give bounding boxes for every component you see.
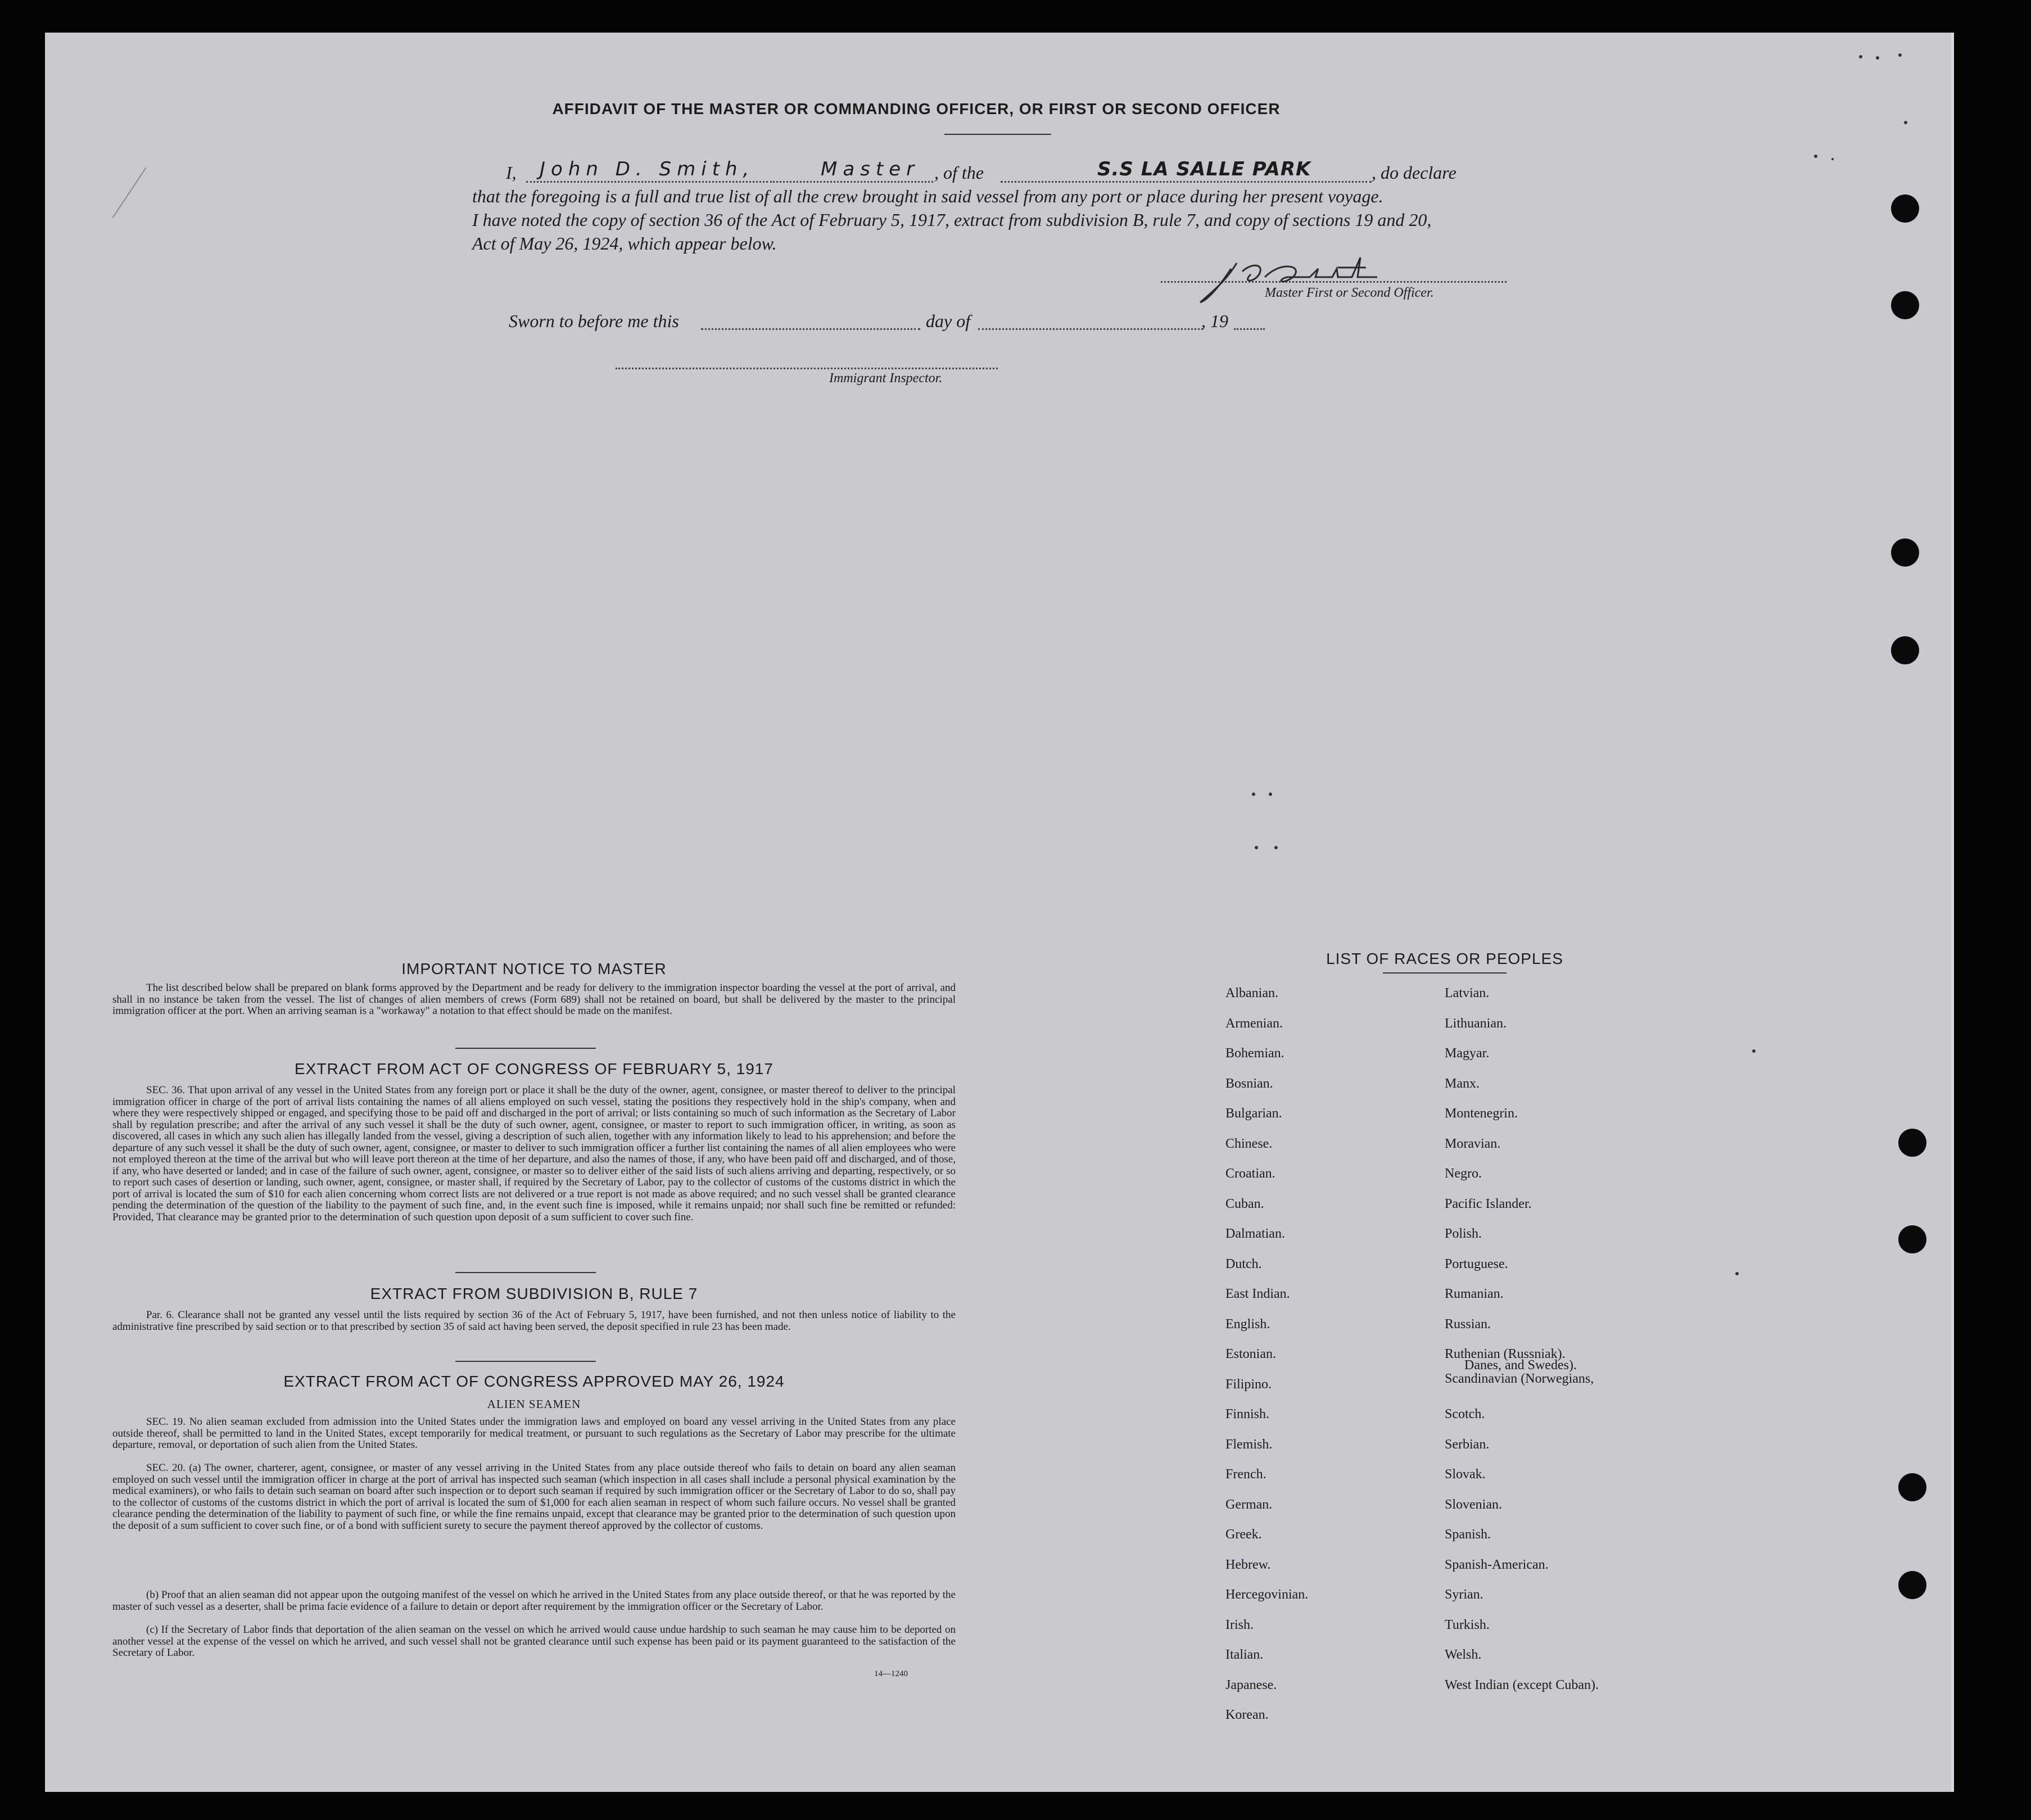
race-item: Ruthenian (Russniak). — [1445, 1347, 1566, 1361]
extract-1917-body: SEC. 36. That upon arrival of any vessel in the United States from any foreign port or place it shall be the duty of the owner, agent, consignee, or master thereof to deliver to the principal immigration officer in charge of the port of arrival lists containing the names of all aliens employed on such vessel, stating the positions they respectively hold in the ship's company, when and where they were respectively shipped or engaged, and specifying those to be paid off and discharged in the port of arrival; or lists containing so much of such information as the Secretary of Labor shall by regulation prescribe; and after the arrival of any such vessel it shall be the duty of such owner, agent, consignee, or master to report to such immigration officer, in writing, as soon as discovered, all cases in which any such alien has illegally landed from the vessel, giving a description of such alien, together with any information likely to lead to his apprehension; and before the departure of any such vessel it shall be the duty of such owner, agent, consignee, or master to deliver to such immigration officer a further list containing the names of all alien employees who were not employed thereon at the time of the arrival but who will leave port thereon at the time of her departure, and also the names of those, if any, who have been paid off and discharged, and of those, if any, who have deserted or landed; and in case of the failure of such owner, agent, consignee, or master so to deliver either of the said lists of such aliens arriving and departing, respectively, or so to report such cases of desertion or landing, such owner, agent, consignee, or master shall, if required by the Secretary of Labor, pay to the collector of customs of the customs district in which the port of arrival is located the sum of $10 for each alien concerning whom correct lists are not delivered or a true report is not made as above required; and no such vessel shall be granted clearance pending the determination of the question of the liability to the payment of such fine, and, in the event such fine is imposed, while it remains unpaid; nor shall such fine be remitted or refunded: Provided, That clearance may be granted prior to the determination of such question upon deposit of a sum sufficient to cover such fine. — [112, 1084, 956, 1223]
race-item: Chinese. — [1225, 1136, 1273, 1151]
extract-1917-title: EXTRACT FROM ACT OF CONGRESS OF FEBRUARY 5, 1917 — [295, 1060, 774, 1077]
do-declare-label: , do declare — [1372, 162, 1456, 183]
race-item: Hercegovinian. — [1225, 1587, 1309, 1602]
notice-title: IMPORTANT NOTICE TO MASTER — [401, 960, 667, 977]
race-item: Korean. — [1225, 1708, 1269, 1722]
race-item: Pacific Islander. — [1445, 1196, 1532, 1211]
race-item: Danes, and Swedes). — [1464, 1358, 1577, 1373]
races-title: LIST OF RACES OR PEOPLES — [1326, 950, 1563, 967]
race-item: Scotch. — [1445, 1407, 1485, 1421]
extract-1924-sec20b: (b) Proof that an alien seaman did not appear upon the outgoing manifest of the vessel on which he arrived in the United States from any place outside thereof, or that he was reported by the master of such vessel as a deserter, shall be prima facie evidence of a failure to detain or deport after requirement by the immigration officer or the Secretary of Labor. — [112, 1589, 956, 1613]
extract-1924-title: EXTRACT FROM ACT OF CONGRESS APPROVED MAY 26, 1924 — [283, 1373, 785, 1390]
race-item: Turkish. — [1445, 1617, 1490, 1632]
name-filled: John D. Smith, — [540, 158, 755, 180]
affidavit-title: AFFIDAVIT OF THE MASTER OR COMMANDING OFFICER, OR FIRST OR SECOND OFFICER — [552, 100, 1281, 117]
vessel-filled: S.S LA SALLE PARK — [1097, 158, 1311, 180]
document-page — [45, 33, 1954, 1792]
race-item: French. — [1225, 1467, 1266, 1482]
race-item: Polish. — [1445, 1226, 1482, 1241]
race-item: Albanian. — [1225, 986, 1278, 1000]
race-item: Dutch. — [1225, 1256, 1262, 1271]
race-item: Armenian. — [1225, 1016, 1283, 1031]
race-item: Lithuanian. — [1445, 1016, 1507, 1031]
race-item: Bosnian. — [1225, 1076, 1273, 1091]
race-item: Montenegrin. — [1445, 1106, 1518, 1121]
affidavit-line-3: I have noted the copy of section 36 of the Act of February 5, 1917, extract from subdivision B, rule 7, and copy of sections 19 and 20, — [472, 210, 1432, 230]
race-item: Latvian. — [1445, 986, 1490, 1000]
race-item: Cuban. — [1225, 1196, 1264, 1211]
race-item: Rumanian. — [1445, 1287, 1504, 1301]
race-item: Portuguese. — [1445, 1256, 1508, 1271]
race-item: Manx. — [1445, 1076, 1480, 1091]
race-item: Bohemian. — [1225, 1046, 1284, 1061]
sworn-label: Sworn to before me this — [509, 311, 679, 331]
affidavit-line-4: Act of May 26, 1924, which appear below. — [472, 233, 777, 253]
race-item: Hebrew. — [1225, 1557, 1271, 1572]
extract-1924-sec20a: SEC. 20. (a) The owner, charterer, agent, consignee, or master of any vessel arriving in the United States from any place outside thereof who fails to detain on board any alien seaman employed on such vessel until the immigration officer in charge at the port of arrival has inspected such seaman (which inspection in all cases shall include a personal physical examination by the medical examiners), or who fails to detain such seaman on board after such inspection or to deport such seaman if required by such immigration officer or the Secretary of Labor to do so, shall pay to the collector of customs of the customs district in which the port of arrival is located the sum of $1,000 for each alien seaman in respect of whom such failure occurs. No vessel shall be granted clearance pending the determination of the liability to payment of such fine, or while the fine remains unpaid, except that clearance may be granted prior to the determination of such question upon the deposit of a sum sufficient to cover such fine, or of a bond with sufficient surety to secure the payment thereof approved by the collector of customs. — [112, 1462, 956, 1532]
race-item: German. — [1225, 1497, 1273, 1512]
race-item: Italian. — [1225, 1647, 1264, 1662]
race-item: Irish. — [1225, 1617, 1254, 1632]
race-item: Scandinavian (Norwegians, — [1445, 1371, 1594, 1386]
of-the-label: , of the — [934, 162, 984, 183]
race-item: English. — [1225, 1316, 1270, 1332]
race-item: Finnish. — [1225, 1407, 1270, 1421]
extract-1924-sec19: SEC. 19. No alien seaman excluded from admission into the United States under the immigration laws and employed on board any vessel arriving in the United States from any place outside thereof, shall be permitted to land in the United States, except temporarily for medical treatment, or pursuant to such regulations as the Secretary of Labor may prescribe for the ultimate departure, removal, or deportation of such alien from the United States. — [112, 1416, 956, 1451]
race-item: Bulgarian. — [1225, 1106, 1282, 1121]
race-item: Slovak. — [1445, 1467, 1486, 1482]
day-of-label: day of — [926, 311, 971, 331]
notice-body: The list described below shall be prepared on blank forms approved by the Department and be ready for delivery to the immigration inspector boarding the vessel at the port of arrival, and shall in no instance be taken from the vessel. The list of changes of alien members of crews (Form 689) shall not be retained on board, but shall be delivered by the master to the principal immigration officer at the port. When an arriving seaman is a "workaway" a notation to that effect should be made on the manifest. — [112, 982, 956, 1017]
race-item: Serbian. — [1445, 1437, 1490, 1452]
extract-rule7-body: Par. 6. Clearance shall not be granted any vessel until the lists required by section 36 of the Act of February 5, 1917, have been furnished, and not then unless notice of liability to the administrative fine prescribed by said section or to that prescribed by section 35 of said act having been served, the deposit specified in rule 23 has been made. — [112, 1309, 956, 1333]
race-item: Japanese. — [1225, 1677, 1277, 1692]
race-item: Magyar. — [1445, 1046, 1490, 1061]
signature-caption: Master First or Second Officer. — [1265, 286, 1434, 300]
race-item: Estonian. — [1225, 1347, 1276, 1361]
race-item: Slovenian. — [1445, 1497, 1502, 1512]
race-item: East Indian. — [1225, 1287, 1290, 1301]
race-item: Dalmatian. — [1225, 1226, 1285, 1241]
race-item: West Indian (except Cuban). — [1445, 1677, 1599, 1692]
i-label: I, — [506, 162, 517, 183]
race-item: Russian. — [1445, 1316, 1491, 1332]
extract-1924-subtitle: ALIEN SEAMEN — [487, 1397, 581, 1411]
race-item: Moravian. — [1445, 1136, 1501, 1151]
extract-1924-sec20c: (c) If the Secretary of Labor finds that deportation of the alien seaman on the vessel on which he arrived would cause undue hardship to such seaman he may cause him to be deported on another vessel at the expense of the vessel on which he arrived, and such vessel shall not be granted clearance until such expense has been paid or its payment guaranteed to the satisfaction of the Secretary of Labor. — [112, 1624, 956, 1659]
inspector-caption: Immigrant Inspector. — [829, 371, 943, 386]
race-item: Greek. — [1225, 1527, 1262, 1542]
race-item: Negro. — [1445, 1166, 1482, 1181]
scan-specks — [45, 33, 1954, 1792]
affidavit-line-2: that the foregoing is a full and true list of all the crew brought in said vessel from any port or place during her present voyage. — [472, 186, 1383, 206]
race-item: Flemish. — [1225, 1437, 1273, 1452]
race-item: Spanish-American. — [1445, 1557, 1549, 1572]
rank-filled: Master — [821, 158, 920, 180]
form-number: 14—1240 — [874, 1669, 908, 1678]
race-item: Croatian. — [1225, 1166, 1275, 1181]
race-item: Welsh. — [1445, 1647, 1482, 1662]
extract-rule7-title: EXTRACT FROM SUBDIVISION B, RULE 7 — [370, 1285, 698, 1302]
race-item: Syrian. — [1445, 1587, 1483, 1602]
year-prefix: , 19 — [1201, 311, 1228, 331]
race-item: Spanish. — [1445, 1527, 1491, 1542]
race-item: Filipino. — [1225, 1377, 1272, 1392]
